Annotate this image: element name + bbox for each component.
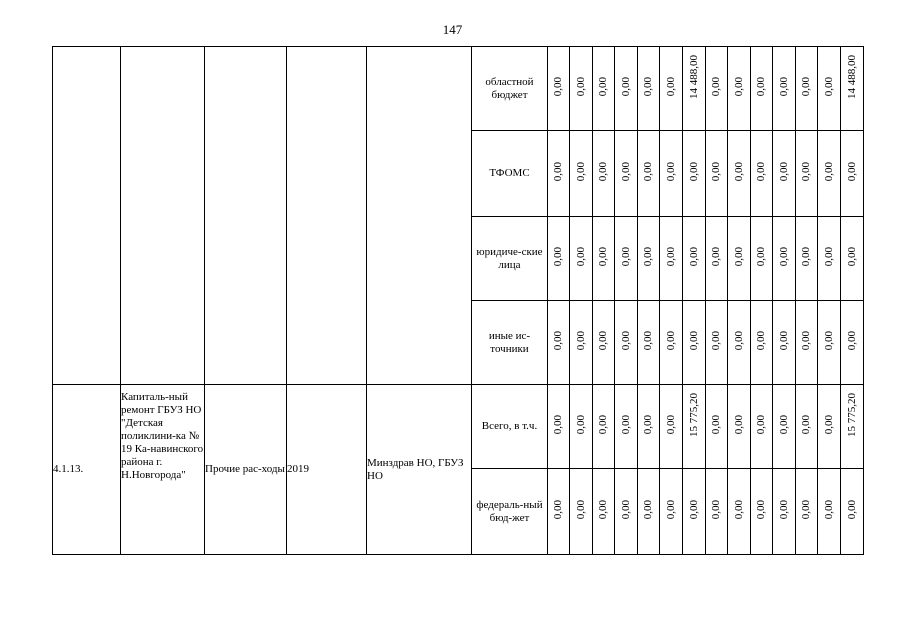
- value-text: 0,00: [800, 161, 812, 182]
- value-text: 0,00: [574, 161, 587, 182]
- item-category-cell: Прочие рас-ходы: [205, 385, 287, 555]
- value-cell: [615, 217, 638, 301]
- value-cell: [683, 385, 706, 469]
- value-cell: [818, 469, 841, 555]
- value-text: 0,00: [597, 246, 609, 267]
- value-text: 0,00: [777, 76, 790, 97]
- value-text: 0,00: [664, 161, 677, 182]
- value-text: 0,00: [552, 246, 564, 267]
- value-text: 0,00: [597, 499, 609, 520]
- value-cell: [706, 301, 728, 385]
- executor-cell-empty: [367, 47, 472, 385]
- value-cell: [841, 217, 864, 301]
- value-text: 0,00: [822, 76, 835, 97]
- name-cell-empty: [121, 47, 205, 385]
- value-text: 0,00: [664, 499, 677, 520]
- value-cell: [773, 47, 796, 131]
- value-cell: [570, 217, 593, 301]
- value-cell: [751, 47, 773, 131]
- value-text: 0,00: [687, 246, 700, 267]
- value-text: 0,00: [710, 161, 722, 182]
- value-cell: [638, 301, 660, 385]
- value-cell: [683, 301, 706, 385]
- value-cell: [593, 131, 615, 217]
- value-text: 0,00: [755, 76, 767, 97]
- value-text: 0,00: [732, 76, 745, 97]
- value-cell: [638, 469, 660, 555]
- value-text: 0,00: [552, 330, 564, 351]
- value-cell: [683, 47, 706, 131]
- value-text: 0,00: [619, 499, 632, 520]
- value-cell: [773, 131, 796, 217]
- value-text: 0,00: [574, 76, 587, 97]
- value-cell: [593, 385, 615, 469]
- value-cell: [796, 385, 818, 469]
- value-text: 0,00: [642, 76, 654, 97]
- funding-source-cell: юридиче-ские лица: [472, 217, 548, 301]
- value-text: 0,00: [822, 330, 835, 351]
- value-cell: [570, 385, 593, 469]
- value-cell: [638, 131, 660, 217]
- value-cell: [638, 385, 660, 469]
- value-text: 0,00: [619, 76, 632, 97]
- value-cell: [548, 131, 570, 217]
- value-cell: [615, 469, 638, 555]
- value-text: 0,00: [710, 246, 722, 267]
- value-text: 0,00: [619, 246, 632, 267]
- table-row: [53, 385, 864, 469]
- value-cell: [841, 47, 864, 131]
- value-cell: [728, 47, 751, 131]
- budget-table: [52, 46, 864, 555]
- funding-source-cell: иные ис-точники: [472, 301, 548, 385]
- value-text: 0,00: [732, 330, 745, 351]
- value-cell: [728, 217, 751, 301]
- value-text: 0,00: [710, 76, 722, 97]
- value-cell: [660, 385, 683, 469]
- value-text: 0,00: [574, 330, 587, 351]
- value-cell: [818, 217, 841, 301]
- value-text: 0,00: [822, 161, 835, 182]
- value-cell: [706, 131, 728, 217]
- value-text: 0,00: [755, 330, 767, 351]
- value-cell: [751, 469, 773, 555]
- value-text: 14 488,00: [845, 55, 858, 99]
- value-cell: [818, 301, 841, 385]
- value-cell: [660, 301, 683, 385]
- value-text: 0,00: [777, 246, 790, 267]
- value-text: 0,00: [755, 161, 767, 182]
- value-cell: [683, 469, 706, 555]
- value-cell: [593, 469, 615, 555]
- value-cell: [841, 385, 864, 469]
- item-name-cell: Капиталь-ный ремонт ГБУЗ НО "Детская поликлини-ка № 19 Ка-навинского района г. Н.Новгорода": [121, 385, 205, 555]
- value-text: 0,00: [597, 414, 609, 435]
- value-cell: [773, 469, 796, 555]
- value-text: 0,00: [710, 414, 722, 435]
- value-text: 0,00: [755, 414, 767, 435]
- value-cell: [660, 469, 683, 555]
- value-text: 0,00: [732, 499, 745, 520]
- item-number-cell: 4.1.13.: [53, 385, 121, 555]
- value-cell: [593, 47, 615, 131]
- value-cell: [706, 469, 728, 555]
- value-text: 0,00: [687, 330, 700, 351]
- value-text: 0,00: [687, 499, 700, 520]
- value-text: 0,00: [687, 161, 700, 182]
- funding-source-cell: ТФОМС: [472, 131, 548, 217]
- value-cell: [570, 47, 593, 131]
- value-cell: [570, 301, 593, 385]
- value-cell: [796, 301, 818, 385]
- value-cell: [773, 217, 796, 301]
- value-cell: [751, 217, 773, 301]
- value-cell: [683, 217, 706, 301]
- value-cell: [841, 301, 864, 385]
- value-text: 0,00: [552, 499, 564, 520]
- value-cell: [548, 47, 570, 131]
- value-cell: [728, 301, 751, 385]
- value-cell: [796, 217, 818, 301]
- value-cell: [818, 47, 841, 131]
- value-text: 0,00: [619, 414, 632, 435]
- value-text: 0,00: [822, 499, 835, 520]
- value-cell: [751, 301, 773, 385]
- value-cell: [796, 131, 818, 217]
- value-text: 0,00: [642, 330, 654, 351]
- funding-source-cell: областной бюджет: [472, 47, 548, 131]
- value-cell: [706, 217, 728, 301]
- value-text: 0,00: [597, 330, 609, 351]
- value-text: 0,00: [597, 161, 609, 182]
- value-text: 14 488,00: [687, 55, 700, 99]
- value-cell: [751, 131, 773, 217]
- value-text: 0,00: [777, 330, 790, 351]
- value-text: 0,00: [800, 414, 812, 435]
- value-cell: [548, 469, 570, 555]
- value-cell: [570, 131, 593, 217]
- funding-source-cell: Всего, в т.ч.: [472, 385, 548, 469]
- value-text: 0,00: [777, 414, 790, 435]
- value-cell: [615, 131, 638, 217]
- value-cell: [570, 469, 593, 555]
- value-cell: [751, 385, 773, 469]
- value-text: 0,00: [777, 499, 790, 520]
- value-cell: [706, 385, 728, 469]
- value-text: 0,00: [664, 246, 677, 267]
- value-text: 0,00: [642, 161, 654, 182]
- value-text: 15 775,20: [845, 393, 858, 437]
- value-text: 0,00: [800, 330, 812, 351]
- funding-source-cell: федераль-ный бюд-жет: [472, 469, 548, 555]
- value-text: 0,00: [800, 246, 812, 267]
- value-cell: [593, 301, 615, 385]
- value-text: 0,00: [552, 76, 564, 97]
- value-cell: [706, 47, 728, 131]
- value-text: 0,00: [822, 246, 835, 267]
- number-cell-empty: [53, 47, 121, 385]
- value-text: 0,00: [552, 414, 564, 435]
- value-text: 0,00: [574, 414, 587, 435]
- year-cell-empty: [287, 47, 367, 385]
- value-text: 0,00: [664, 330, 677, 351]
- value-cell: [615, 385, 638, 469]
- value-text: 0,00: [800, 499, 812, 520]
- value-cell: [818, 131, 841, 217]
- value-text: 0,00: [642, 414, 654, 435]
- value-text: 0,00: [822, 414, 835, 435]
- value-cell: [660, 47, 683, 131]
- value-text: 0,00: [845, 246, 858, 267]
- value-cell: [660, 131, 683, 217]
- value-cell: [660, 217, 683, 301]
- value-cell: [773, 385, 796, 469]
- value-cell: [548, 217, 570, 301]
- value-cell: [638, 217, 660, 301]
- value-text: 0,00: [755, 246, 767, 267]
- value-cell: [615, 47, 638, 131]
- value-text: 0,00: [845, 161, 858, 182]
- value-text: 0,00: [642, 246, 654, 267]
- value-text: 0,00: [845, 330, 858, 351]
- value-text: 0,00: [732, 246, 745, 267]
- table-row: [53, 47, 864, 131]
- value-cell: [728, 131, 751, 217]
- value-text: 0,00: [755, 499, 767, 520]
- value-cell: [548, 301, 570, 385]
- value-cell: [593, 217, 615, 301]
- category-cell-empty: [205, 47, 287, 385]
- value-cell: [683, 131, 706, 217]
- value-text: 0,00: [800, 76, 812, 97]
- page-number: 147: [442, 22, 463, 37]
- value-text: 0,00: [777, 161, 790, 182]
- value-text: 0,00: [664, 414, 677, 435]
- value-text: 0,00: [845, 499, 858, 520]
- value-cell: [818, 385, 841, 469]
- value-text: 0,00: [732, 414, 745, 435]
- value-cell: [615, 301, 638, 385]
- value-text: 0,00: [619, 330, 632, 351]
- item-executor-cell: Минздрав НО, ГБУЗ НО: [367, 385, 472, 555]
- value-text: 0,00: [619, 161, 632, 182]
- value-text: 15 775,20: [687, 393, 700, 437]
- value-text: 0,00: [710, 499, 722, 520]
- value-text: 0,00: [710, 330, 722, 351]
- value-cell: [638, 47, 660, 131]
- value-text: 0,00: [574, 499, 587, 520]
- value-text: 0,00: [642, 499, 654, 520]
- value-text: 0,00: [664, 76, 677, 97]
- value-cell: [796, 469, 818, 555]
- value-text: 0,00: [552, 161, 564, 182]
- value-cell: [796, 47, 818, 131]
- value-cell: [728, 385, 751, 469]
- value-text: 0,00: [574, 246, 587, 267]
- value-cell: [548, 385, 570, 469]
- value-cell: [728, 469, 751, 555]
- value-text: 0,00: [597, 76, 609, 97]
- item-year-cell: 2019: [287, 385, 367, 555]
- value-cell: [841, 469, 864, 555]
- value-text: 0,00: [732, 161, 745, 182]
- value-cell: [841, 131, 864, 217]
- value-cell: [773, 301, 796, 385]
